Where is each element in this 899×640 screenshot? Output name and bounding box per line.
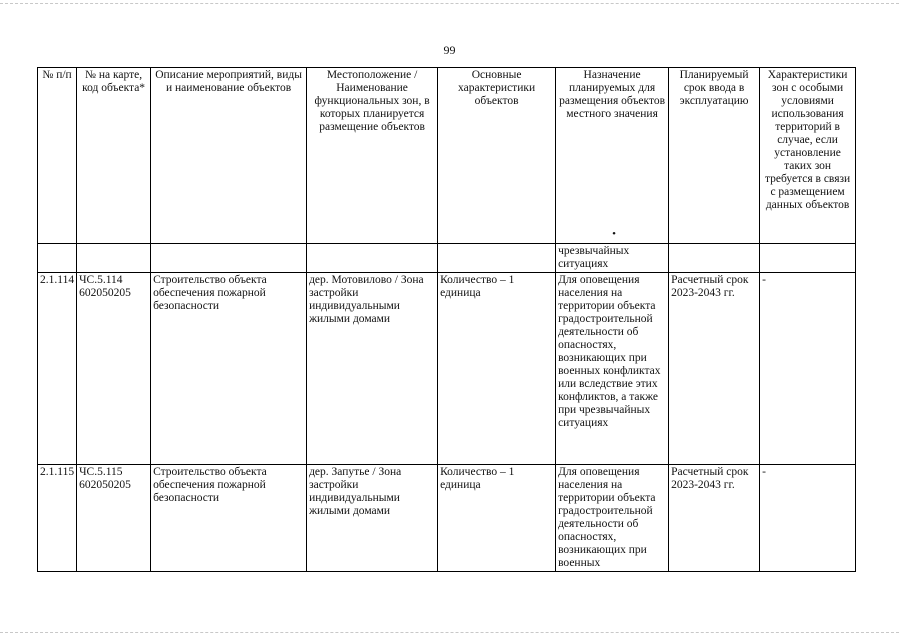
header-purpose-label: Назначение планируемых для размещения объектов местного значения (559, 69, 666, 120)
header-row (38, 68, 856, 244)
table-cell (438, 244, 556, 273)
table-row (38, 465, 856, 572)
table-cell (38, 244, 77, 273)
header-code: № на карте, код объекта* (77, 68, 151, 244)
row-code: ЧС.5.115 602050205 (77, 465, 151, 572)
planning-table (37, 67, 856, 572)
continuation-purpose: чрезвычайных ситуациях (556, 244, 669, 273)
table-cell (669, 244, 760, 273)
header-purpose (556, 68, 669, 244)
header-term: Планируемый срок ввода в эксплуатацию (669, 68, 760, 244)
continuation-row (38, 244, 856, 273)
header-num: № п/п (38, 68, 77, 244)
header-location: Местоположение / Наименование функциональных зон, в которых планируется размещение объектов (307, 68, 438, 244)
table-cell (77, 244, 151, 273)
row-term: Расчетный срок 2023-2043 гг. (669, 465, 760, 572)
table-row (38, 273, 856, 465)
row-description: Строительство объекта обеспечения пожарной безопасности (151, 273, 307, 465)
scan-dot: • (612, 228, 616, 240)
row-description: Строительство объекта обеспечения пожарной безопасности (151, 465, 307, 572)
scan-edge-bottom (0, 632, 899, 633)
row-location: дер. Мотовилово / Зона застройки индивидуальными жилыми домами (307, 273, 438, 465)
row-num: 2.1.115 (38, 465, 77, 572)
row-zones: - (760, 465, 856, 572)
row-purpose: Для оповещения населения на территории объекта градостроительной деятельности об опасностях, возникающих при военных конфликтах или вследствие этих конфликтов, а также при чрезвычайных ситуациях (556, 273, 669, 465)
row-location: дер. Запутье / Зона застройки индивидуальными жилыми домами (307, 465, 438, 572)
header-characteristics: Основные характеристики объектов (438, 68, 556, 244)
header-zones: Характеристики зон с особыми условиями использования территорий в случае, если установление таких зон требуется в связи с размещением данных объектов (760, 68, 856, 244)
table-cell (760, 244, 856, 273)
table-cell (151, 244, 307, 273)
row-purpose: Для оповещения населения на территории объекта градостроительной деятельности об опасностях, возникающих при военных (556, 465, 669, 572)
row-num: 2.1.114 (38, 273, 77, 465)
row-term: Расчетный срок 2023-2043 гг. (669, 273, 760, 465)
row-code: ЧС.5.114 602050205 (77, 273, 151, 465)
row-characteristics: Количество – 1 единица (438, 465, 556, 572)
row-zones: - (760, 273, 856, 465)
table-cell (307, 244, 438, 273)
page-number: 99 (443, 43, 456, 57)
header-description: Описание мероприятий, виды и наименование объектов (151, 68, 307, 244)
row-characteristics: Количество – 1 единица (438, 273, 556, 465)
scan-edge-top (0, 3, 899, 4)
